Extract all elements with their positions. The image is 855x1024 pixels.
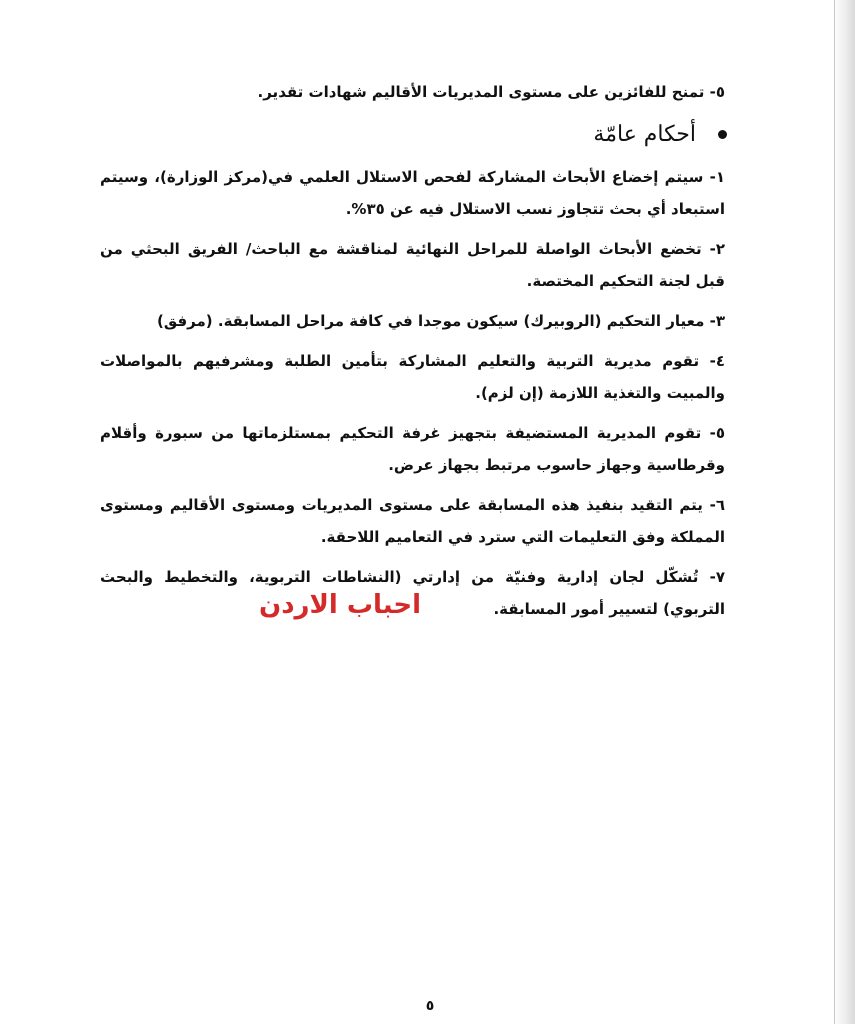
page-number: ٥ [425, 998, 435, 1014]
list-item-4: ٤- تقوم مديرية التربية والتعليم المشاركة بتأمين الطلبة ومشرفيهم بالمواصلات والمبيت والتغذية اللازمة (إن لزم). [100, 352, 725, 402]
bullet-icon [718, 130, 727, 139]
list-item-6: ٦- يتم التقيد بنفيذ هذه المسابقة على مستوى المديريات ومستوى الأقاليم ومستوى المملكة وفق التعليمات التي سترد في التعاميم اللاحقة. [100, 496, 725, 546]
list-item-3: ٣- معيار التحكيم (الروبيرك) سيكون موجدا في كافة مراحل المسابقة. (مرفق) [156, 312, 725, 330]
section-heading [100, 122, 725, 147]
list-item-7: ٧- تُشكّل لجان إدارية وفنيّة من إدارتي (النشاطات التربوية، والتخطيط والبحث التربوي) لتسيير أمور المسابقة. [100, 568, 725, 618]
section-heading-text: أحكام عامّة [593, 122, 696, 147]
list-item-5: ٥- تقوم المديرية المستضيفة بتجهيز غرفة التحكيم بمستلزماتها من سبورة وأقلام وقرطاسية وجهاز حاسوب مرتبط بجهاز عرض. [100, 424, 725, 474]
document-body [100, 76, 725, 633]
page-edge-line [834, 0, 835, 1024]
list-item-1: ١- سيتم إخضاع الأبحاث المشاركة لفحص الاستلال العلمي في(مركز الوزارة)، وسيتم استبعاد أي بحث تتجاوز نسب الاستلال فيه عن ٣٥%. [100, 168, 725, 218]
list-item-2: ٢- تخضع الأبحاث الواصلة للمراحل النهائية لمناقشة مع الباحث/ الفريق البحثي من قبل لجنة التحكيم المختصة. [100, 240, 725, 290]
intro-item: ٥- تمنح للفائزين على مستوى المديريات الأقاليم شهادات تقدير. [257, 83, 725, 101]
page-edge-shadow [833, 0, 855, 1024]
watermark-text: احباب الاردن [259, 590, 421, 620]
